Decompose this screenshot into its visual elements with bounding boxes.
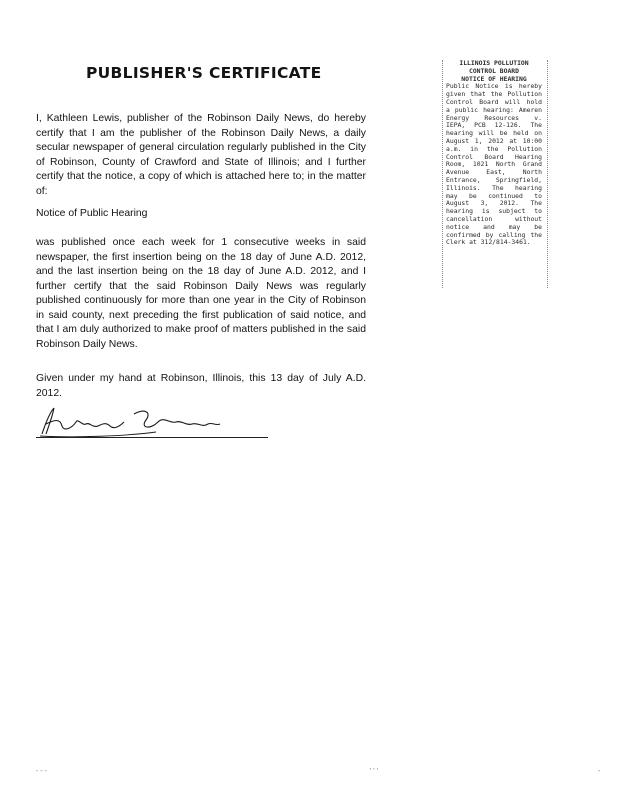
matter-line: Notice of Public Hearing [36,208,148,219]
clipping-body: Public Notice is hereby given that the Pollution Control Board will hold a public hearing: Ameren Energy Resources v. IEPA, PCB 12-126. The hearing will be held on August 1, 2012 at 10:00 a.m. in the Pollution Control Board Hearing Room, 1021 North Grand Avenue East, North Entrance, Springfield, Illinois. The hearing may be continued to August 3, 2012. The hearing is subject to cancellation without notice and may be confirmed by calling the Clerk at 312/814-3461. [446,82,542,247]
clipping-heading-2: CONTROL BOARD [468,66,520,75]
signature-line [36,437,268,438]
footer-mark: ' ' ' [370,768,378,775]
certification-paragraph: I, Kathleen Lewis, publisher of the Robinson Daily News, do hereby certify that I am the publisher of the Robinson Daily News, a daily secular newspaper of general circulation regularly published in the City of Robinson, County of Crawford and State of Illinois; and I further certify that the notice, a copy of which is attached here to; in the matter of: [36,113,366,197]
clipping-heading-1: ILLINOIS POLLUTION [459,59,529,67]
footer-mark: - [598,768,601,775]
footer-mark: - - - [36,768,47,775]
clipping-heading-3: NOTICE OF HEARING [461,74,527,83]
publication-paragraph: was published once each week for 1 consecutive weeks in said newspaper, the first insertion being on the 18 day of June A.D. 2012, and the last insertion being on the 18 day of June A.D. 2012, and I further certify that the said Robinson Daily News was regularly published continuously for more than one year in the City of Robinson in said county, next preceding the first publication of said notice, and that I am duly authorized to make proof of matters published in the said Robinson Daily News. [36,237,366,350]
certificate-title: PUBLISHER'S CERTIFICATE [86,64,322,82]
given-under-hand: Given under my hand at Robinson, Illinois, this 13 day of July A.D. 2012. [36,373,366,399]
newspaper-clipping [446,60,542,288]
publisher-signature [36,404,270,440]
